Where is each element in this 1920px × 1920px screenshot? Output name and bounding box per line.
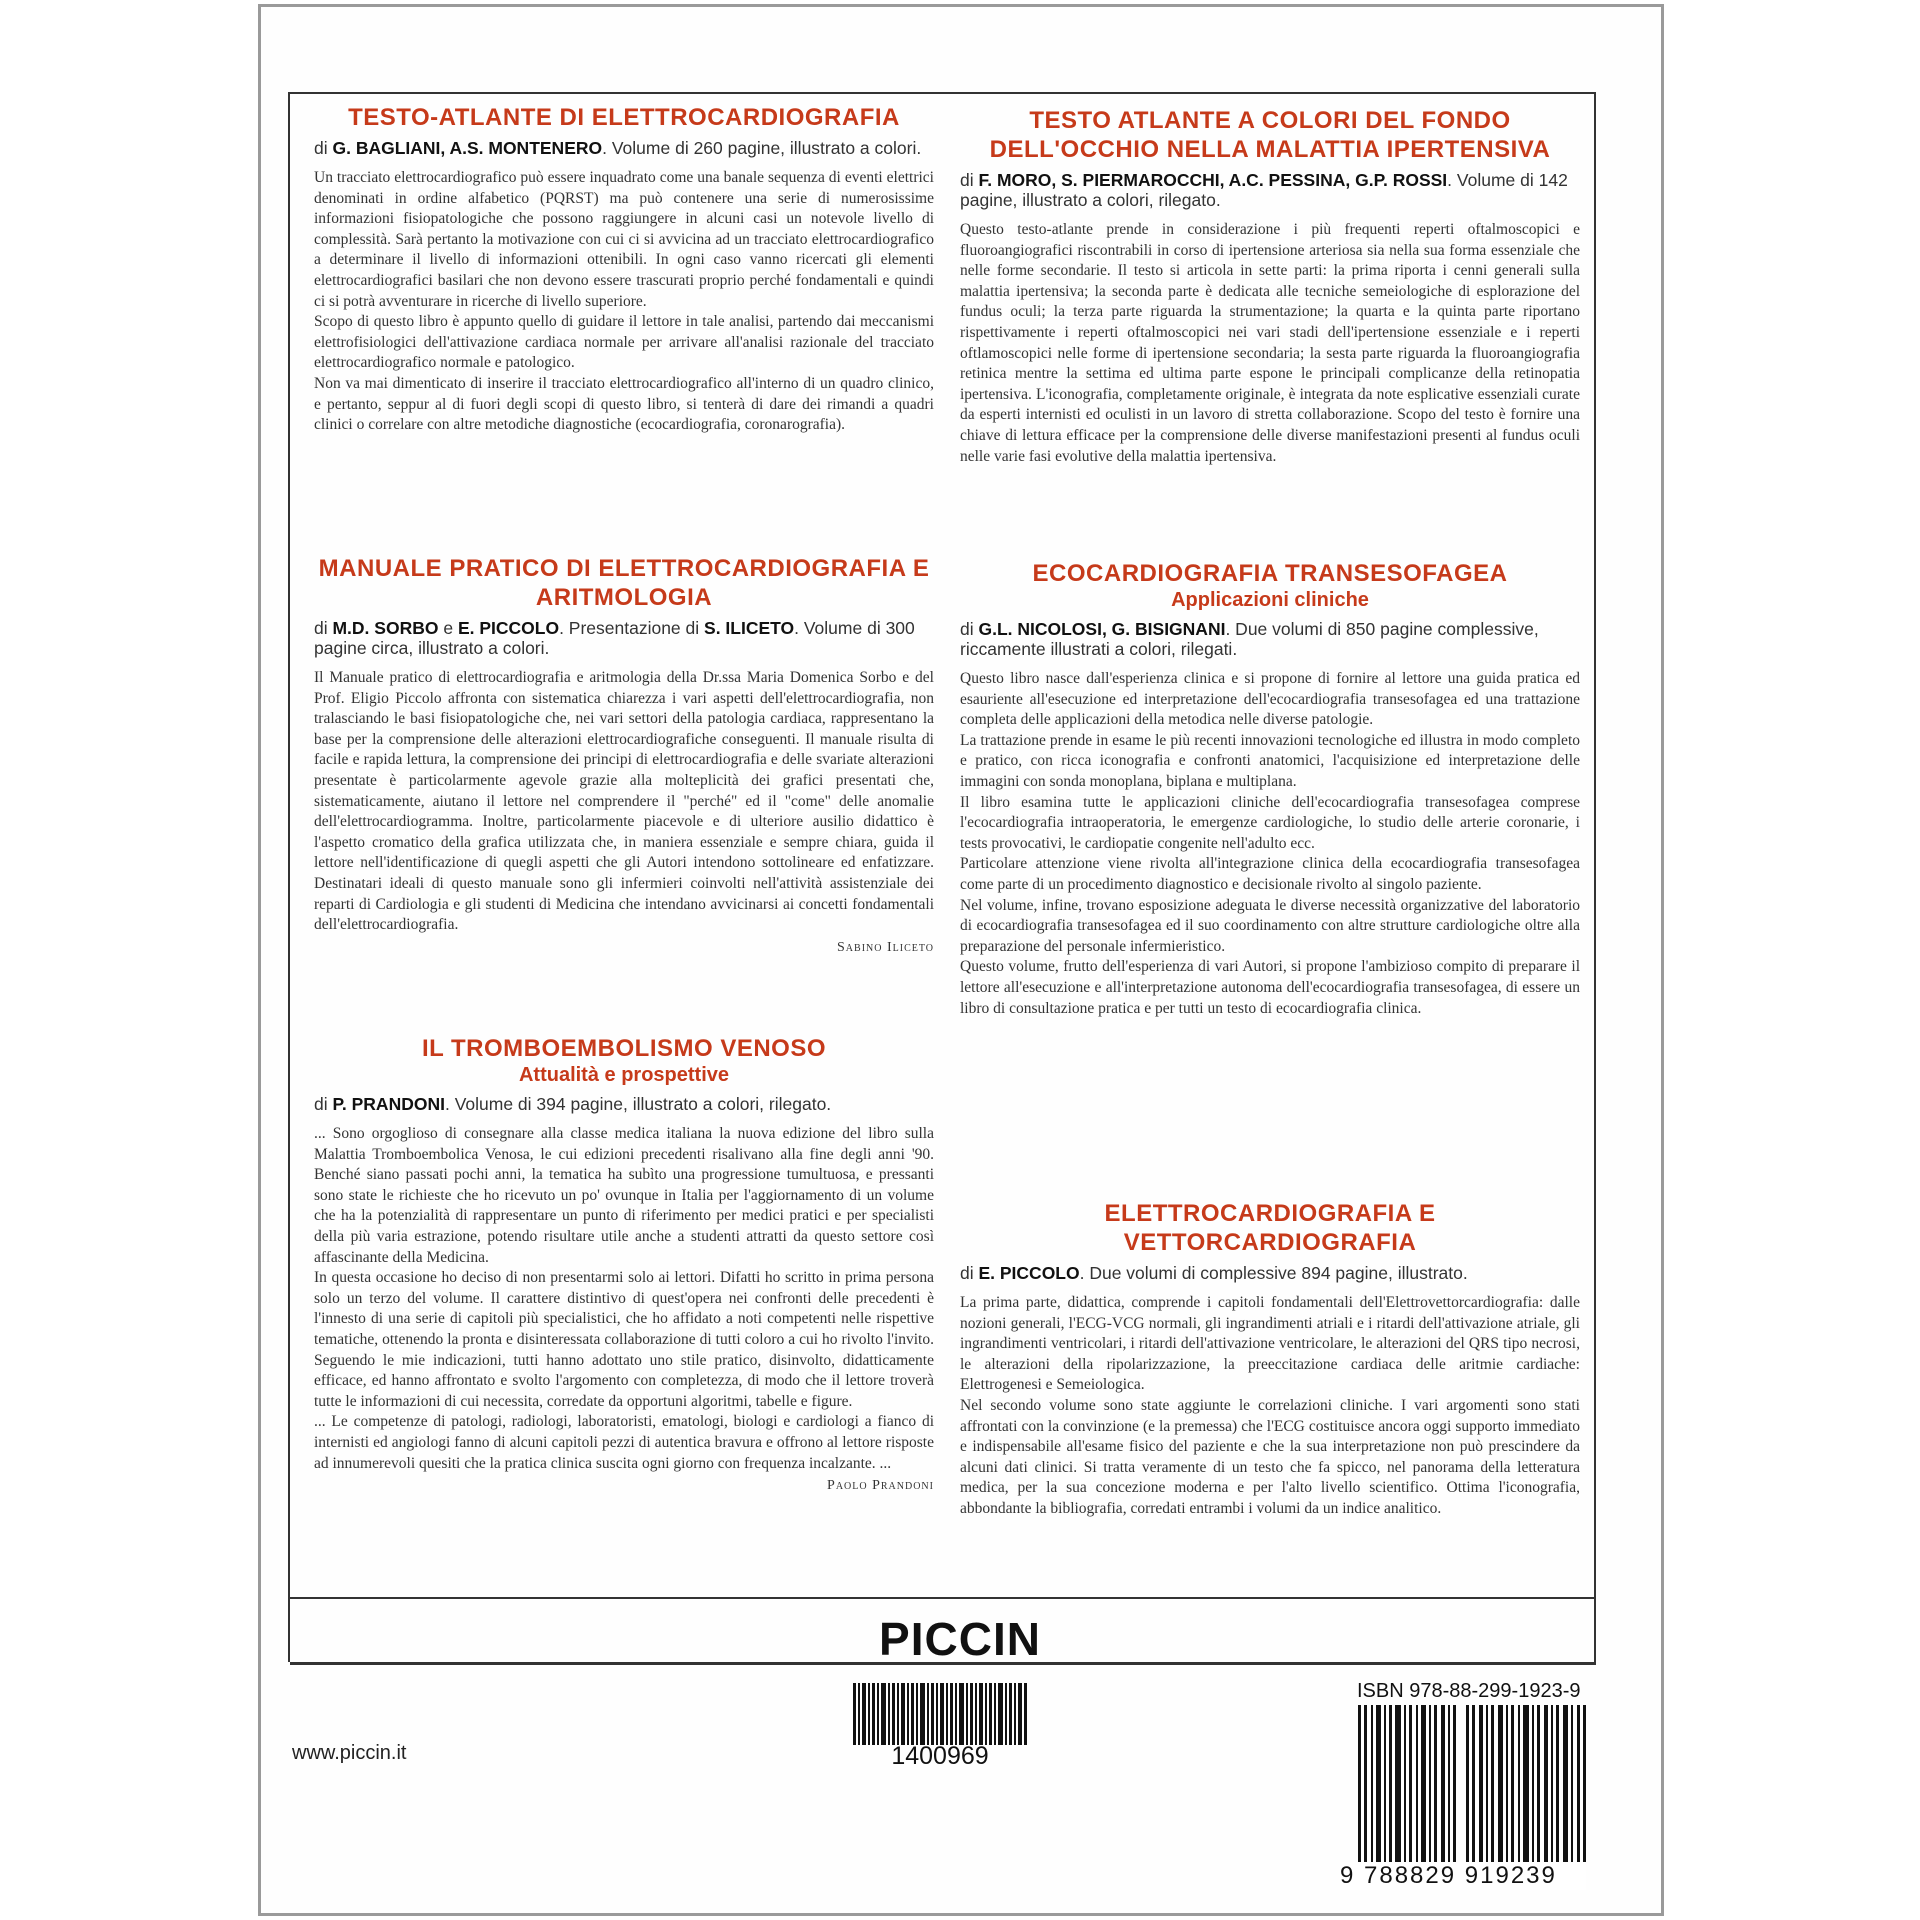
book-subtitle: Applicazioni cliniche xyxy=(1171,589,1369,611)
book-block-5 xyxy=(960,559,1580,1019)
book-block-6 xyxy=(960,1199,1580,1520)
book-block-4 xyxy=(960,106,1580,467)
paragraph: Nel secondo volume sono state aggiunte le correlazioni cliniche. I vari argomenti sono stati affrontati con la convinzione (e la premessa) che l'ECG costituisce ancora oggi supporto immediato e indispensabile all'esame fisico del paziente e che la sua interpretazione non può prescindere da alcuni dati clinici. Si tratta veramente di un testo che fa spicco, nel panorama della letteratura medica, per la sua concezione moderna e per l'alto livello scientifico. Ottima l'iconografia, abbondante la bibliografia, corredati entrambi i volumi da un indice analitico. xyxy=(960,1396,1580,1517)
book-byline: di M.D. SORBO e E. PICCOLO. Presentazione di S. ILICETO. Volume di 300 pagine circa, illustrato a colori. xyxy=(314,618,915,658)
paragraph: Il libro esamina tutte le applicazioni cliniche dell'ecocardiografia transesofagea comprese l'ecocardiografia intraoperatoria, le emergenze cardiologiche, lo studio delle arterie coronarie, i tests provocativi, le cardiopatie congenite nell'adulto ecc. xyxy=(960,793,1580,852)
paragraph: Questo libro nasce dall'esperienza clinica e si propone di fornire al lettore una guida pratica ed esauriente all'esecuzione ed interpretazione dell'ecocardiografia transesofagea ed una trattazione completa delle applicazioni della metodica nelle diverse patologie. xyxy=(960,670,1580,729)
paragraph: Nel volume, infine, trovano esposizione adeguata le diverse necessità organizzative del laboratorio di ecocardiografia transesofagea ed il suo coordinamento con altre strutture cardiologiche oltre alla preparazione del personale infermieristico. xyxy=(960,896,1580,955)
paragraph: Scopo di questo libro è appunto quello di guidare il lettore in tale analisi, partendo dai meccanismi elettrofisiologici dell'attivazione cardiaca normale per arrivare all'analisi razionale del tracciato elettrocardiografico normale e patologico. xyxy=(314,313,934,372)
book-description xyxy=(314,168,934,436)
isbn-label: ISBN 978-88-299-1923-9 xyxy=(1357,1680,1581,1702)
paragraph: La prima parte, didattica, comprende i capitoli fondamentali dell'Elettrovettorcardiografia: dalle nozioni generali, l'ECG-VCG normali, gli ingrandimenti atriali e i ritardi dell'attivazione atriale, gli ingrandimenti ventricolari, i ritardi dell'attivazione ventricolare, le alterazioni del QRS tipo necrosi, le alterazioni della ripolarizzazione, la preeccitazione cardiaca delle aritmie cardiache: Elettrogenesi e Semeiologica. xyxy=(960,1294,1580,1394)
book-byline: di E. PICCOLO. Due volumi di complessive 894 pagine, illustrato. xyxy=(960,1263,1468,1283)
book-block-2 xyxy=(314,554,934,956)
signature: Paolo Prandoni xyxy=(827,1478,934,1494)
paragraph: La trattazione prende in esame le più recenti innovazioni tecnologiche ed illustra in modo completo e pratico, con ricca iconografia e confronti anatomici, l'acquisizione ed interpretazione delle immagini con sonda monoplana, biplana e multiplana. xyxy=(960,731,1580,790)
book-byline: di G.L. NICOLOSI, G. BISIGNANI. Due volumi di 850 pagine complessive, riccamente illustrati a colori, rilegati. xyxy=(960,619,1539,659)
ean-barcode-icon xyxy=(1358,1705,1586,1880)
book-description xyxy=(960,669,1580,1019)
book-title: ECOCARDIOGRAFIA TRANSESOFAGEA xyxy=(1032,560,1508,587)
paragraph: Il Manuale pratico di elettrocardiografia e aritmologia della Dr.ssa Maria Domenica Sorbo e del Prof. Eligio Piccolo affronta con sistematica chiarezza i vari aspetti dell'elettrocardiografia, non tralasciando le basi fisiopatologiche che, nei vari settori della patologia cardiaca, rappresentano la base per la comprensione delle alterazioni elettrocardiografiche conseguenti. Il manuale risulta di facile e rapida lettura, la comprensione dei principi di elettrocardiografia e delle svariate alterazioni presentate è particolarmente agevole grazie alla molteplicità dei grafici presentati che, sistematicamente, aiutano il lettore nel comprendere il "perché" ed il "come" delle anomalie dell'elettrocardiogramma. Inoltre, particolarmente piacevole e di ulteriore ausilio didattico è l'aspetto cromatico della grafica utilizzata che, in maniera essenziale e sempre chiara, guida il lettore nell'identificazione di quegli aspetti che gli Autori intendono sottolineare ed enfatizzare. Destinatari ideali di questo manuale sono gli infermieri coinvolti nell'attività assistenziale dei reparti di Cardiologia e gli studenti di Medicina che intendano avvicinarsi ai concetti fondamentali dell'elettrocardiografia. xyxy=(314,669,934,934)
paragraph: Non va mai dimenticato di inserire il tracciato elettrocardiografico all'interno di un quadro clinico, e pertanto, seppur al di fuori degli scopi di questo libro, si tenterà di dare dei rimandi a quadri clinici o correlare con altre metodiche diagnostiche (ecocardiografia, coronarografia). xyxy=(314,374,934,434)
book-block-1 xyxy=(314,103,934,436)
paragraph: Particolare attenzione viene rivolta all'integrazione clinica della ecocardiografia transesofagea come parte di un procedimento diagnostico e decisionale rivolto al singolo paziente. xyxy=(960,855,1580,893)
frame-divider xyxy=(290,1597,1596,1599)
internal-barcode-icon xyxy=(853,1683,1027,1745)
book-title: TESTO ATLANTE A COLORI DEL FONDO DELL'OCCHIO NELLA MALATTIA IPERTENSIVA xyxy=(989,107,1551,163)
paragraph: In questa occasione ho deciso di non presentarmi solo ai lettori. Difatti ho scritto in prima persona solo un terzo del volume. Il carattere distintivo di quest'opera nei confronti delle precedenti è l'innesto di una serie di capitoli più specialistici, che ho affidato a noti competenti nelle rispettive tematiche, ottenendo la pronta e disinteressata collaborazione di tutti coloro a cui ho rivolto l'invito. Seguendo le mie indicazioni, tutti hanno adottato uno stile pratico, disinvolto, didatticamente efficace, ed hanno affrontato e svolto l'argomento con completezza, di modo che il lettore troverà tutte le informazioni di cui necessita, corredate da opportuni algoritmi, tabelle e figure. xyxy=(314,1269,934,1410)
book-description xyxy=(960,1293,1580,1520)
paragraph: ... Le competenze di patologi, radiologi, laboratoristi, ematologi, biologi e cardiologi a fianco di internisti ed angiologi fanno di alcuni capitoli pezzi di autentica bravura e offrono al lettore risposte ad innumerevoli quesiti che la pratica clinica suscita ogni giorno con frequenza incalzante. ... xyxy=(314,1413,934,1472)
book-byline: di F. MORO, S. PIERMAROCCHI, A.C. PESSINA, G.P. ROSSI. Volume di 142 pagine, illustrato a colori, rilegato. xyxy=(960,170,1568,210)
signature: Sabino Iliceto xyxy=(837,939,934,955)
book-title: MANUALE PRATICO DI ELETTROCARDIOGRAFIA E ARITMOLOGIA xyxy=(318,555,930,611)
paragraph: Questo testo-atlante prende in considerazione i più frequenti reperti oftalmoscopici e fluoroangiografici riscontrabili in corso di ipertensione arteriosa sia nella sua forma essenziale che nelle forme secondarie. Il testo si articola in sette parti: la prima riporta i cenni generali sulla malattia ipertensiva; la seconda parte è dedicata alle tecniche semeiologiche di esplorazione del fundus oculi; la terza parte riguarda la strumentazione; la quarta e la quinta parte riportano rispettivamente i reperti oftalmoscopici nei vari stadi dell'ipertensione essenziale e i reperti oftlamoscopici nelle forme di ipertensione secondaria; la sesta parte riguarda la fluoroangiografia retinica mentre la settima ed ultima parte espone le principali complicanze della retinopatia ipertensiva. L'iconografia, completamente originale, è integrata da note esplicative essenziali curate da esperti internisti ed oculisti in un lavoro di stretta collaborazione. Scopo del testo è fornire una chiave di lettura efficace per la comprensione delle diverse manifestazioni presenti al fundus oculi nelle varie fasi evolutive della malattia ipertensiva. xyxy=(960,221,1580,465)
publisher-logo: PICCIN xyxy=(879,1613,1041,1665)
book-description xyxy=(314,1124,934,1474)
paragraph: Questo volume, frutto dell'esperienza di vari Autori, si propone l'ambizioso compito di preparare il lettore all'esecuzione e all'interpretazione autonoma dell'ecocardiografia transesofagea, di essere un libro di consultazione pratica e per tutti un testo di ecocardiografia clinica. xyxy=(960,958,1580,1017)
paragraph: ... Sono orgoglioso di consegnare alla classe medica italiana la nuova edizione del libro sulla Malattia Tromboembolica Venosa, le cui edizioni precedenti risalivano alla fine degli anni '90. Benché siano passati pochi anni, la tematica ha subìto una progressione tumultuosa, e pressanti sono state le richieste che ho ricevuto un po' ovunque in Italia per l'aggiornamento di un volume che ha la potenzialità di rappresentare un punto di riferimento per medici pratici e per specialisti della più varia estrazione, potendo risultare utile anche a studenti attratti da questo settore così affascinante della Medicina. xyxy=(314,1125,934,1266)
internal-code: 1400969 xyxy=(891,1742,989,1770)
book-description xyxy=(314,668,934,936)
book-description xyxy=(960,220,1580,467)
paragraph: Un tracciato elettrocardiografico può essere inquadrato come una banale sequenza di eventi elettrici denominati in ordine alfabetico (PQRST) ma può contenere una serie di numerosissime informazioni fisiopatologiche che possono raggiungere in alcuni casi un notevole livello di complessità. Sarà pertanto la motivazione con cui ci si avvicina ad un tracciato elettrocardiografico a determinare il livello di informazioni ottenibili. In ogni caso vanno ricercati gli elementi elettrocardiografici basilari che non devono essere trascurati proprio perché fondamentali e quindi ci si potrà avventurare in ricerche di livello superiore. xyxy=(314,169,934,310)
book-byline: di P. PRANDONI. Volume di 394 pagine, illustrato a colori, rilegato. xyxy=(314,1094,832,1114)
book-title: IL TROMBOEMBOLISMO VENOSO xyxy=(421,1035,827,1062)
book-byline: di G. BAGLIANI, A.S. MONTENERO. Volume di 260 pagine, illustrato a colori. xyxy=(314,138,922,158)
book-title: TESTO-ATLANTE DI ELETTROCARDIOGRAFIA xyxy=(348,104,900,131)
book-authors: G. BAGLIANI, A.S. MONTENERO xyxy=(332,138,603,158)
book-subtitle: Attualità e prospettive xyxy=(518,1064,730,1086)
publisher-website: www.piccin.it xyxy=(292,1742,407,1764)
book-title: ELETTROCARDIOGRAFIA E VETTORCARDIOGRAFIA xyxy=(1104,1200,1436,1256)
book-block-3 xyxy=(314,1034,934,1494)
ean-number: 9 788829 919239 xyxy=(1340,1862,1586,1890)
